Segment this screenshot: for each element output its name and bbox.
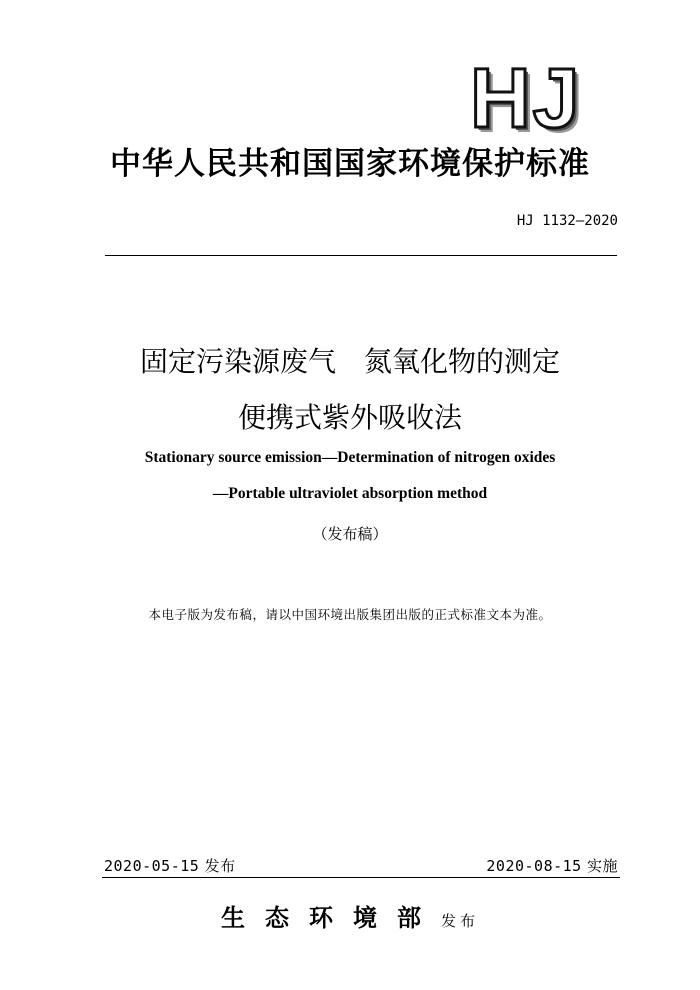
issuer-org: 生态环境部 xyxy=(220,903,441,932)
issue-label: 发布 xyxy=(204,857,236,875)
issuer-footer xyxy=(0,898,700,933)
draft-note: （发布稿） xyxy=(312,525,388,543)
implement-date: 2020-08-15 xyxy=(486,857,582,875)
title-en-line1: Stationary source emission—Determination of nitrogen oxides xyxy=(144,449,556,466)
standard-number: HJ 1132—2020 xyxy=(516,213,618,229)
issuer-publish-word: 发布 xyxy=(440,912,479,930)
implement-label: 实施 xyxy=(586,857,618,875)
issuer-name-heading: 中华人民共和国国家环境保护标准 xyxy=(110,146,590,182)
issue-date: 2020-05-15 xyxy=(104,857,200,875)
bottom-divider xyxy=(102,877,620,878)
top-divider xyxy=(105,255,617,256)
issue-date-line xyxy=(104,855,236,876)
hj-logo: HJ xyxy=(470,51,582,145)
title-cn-line2: 便携式紫外吸收法 xyxy=(237,401,462,434)
title-cn-line1: 固定污染源废气 氮氧化物的测定 xyxy=(139,345,560,378)
title-en-line2: —Portable ultraviolet absorption method xyxy=(212,485,488,502)
electronic-version-notice: 本电子版为发布稿，请以中国环境出版集团出版的正式标准文本为准。 xyxy=(148,607,552,622)
implement-date-line xyxy=(486,855,618,876)
